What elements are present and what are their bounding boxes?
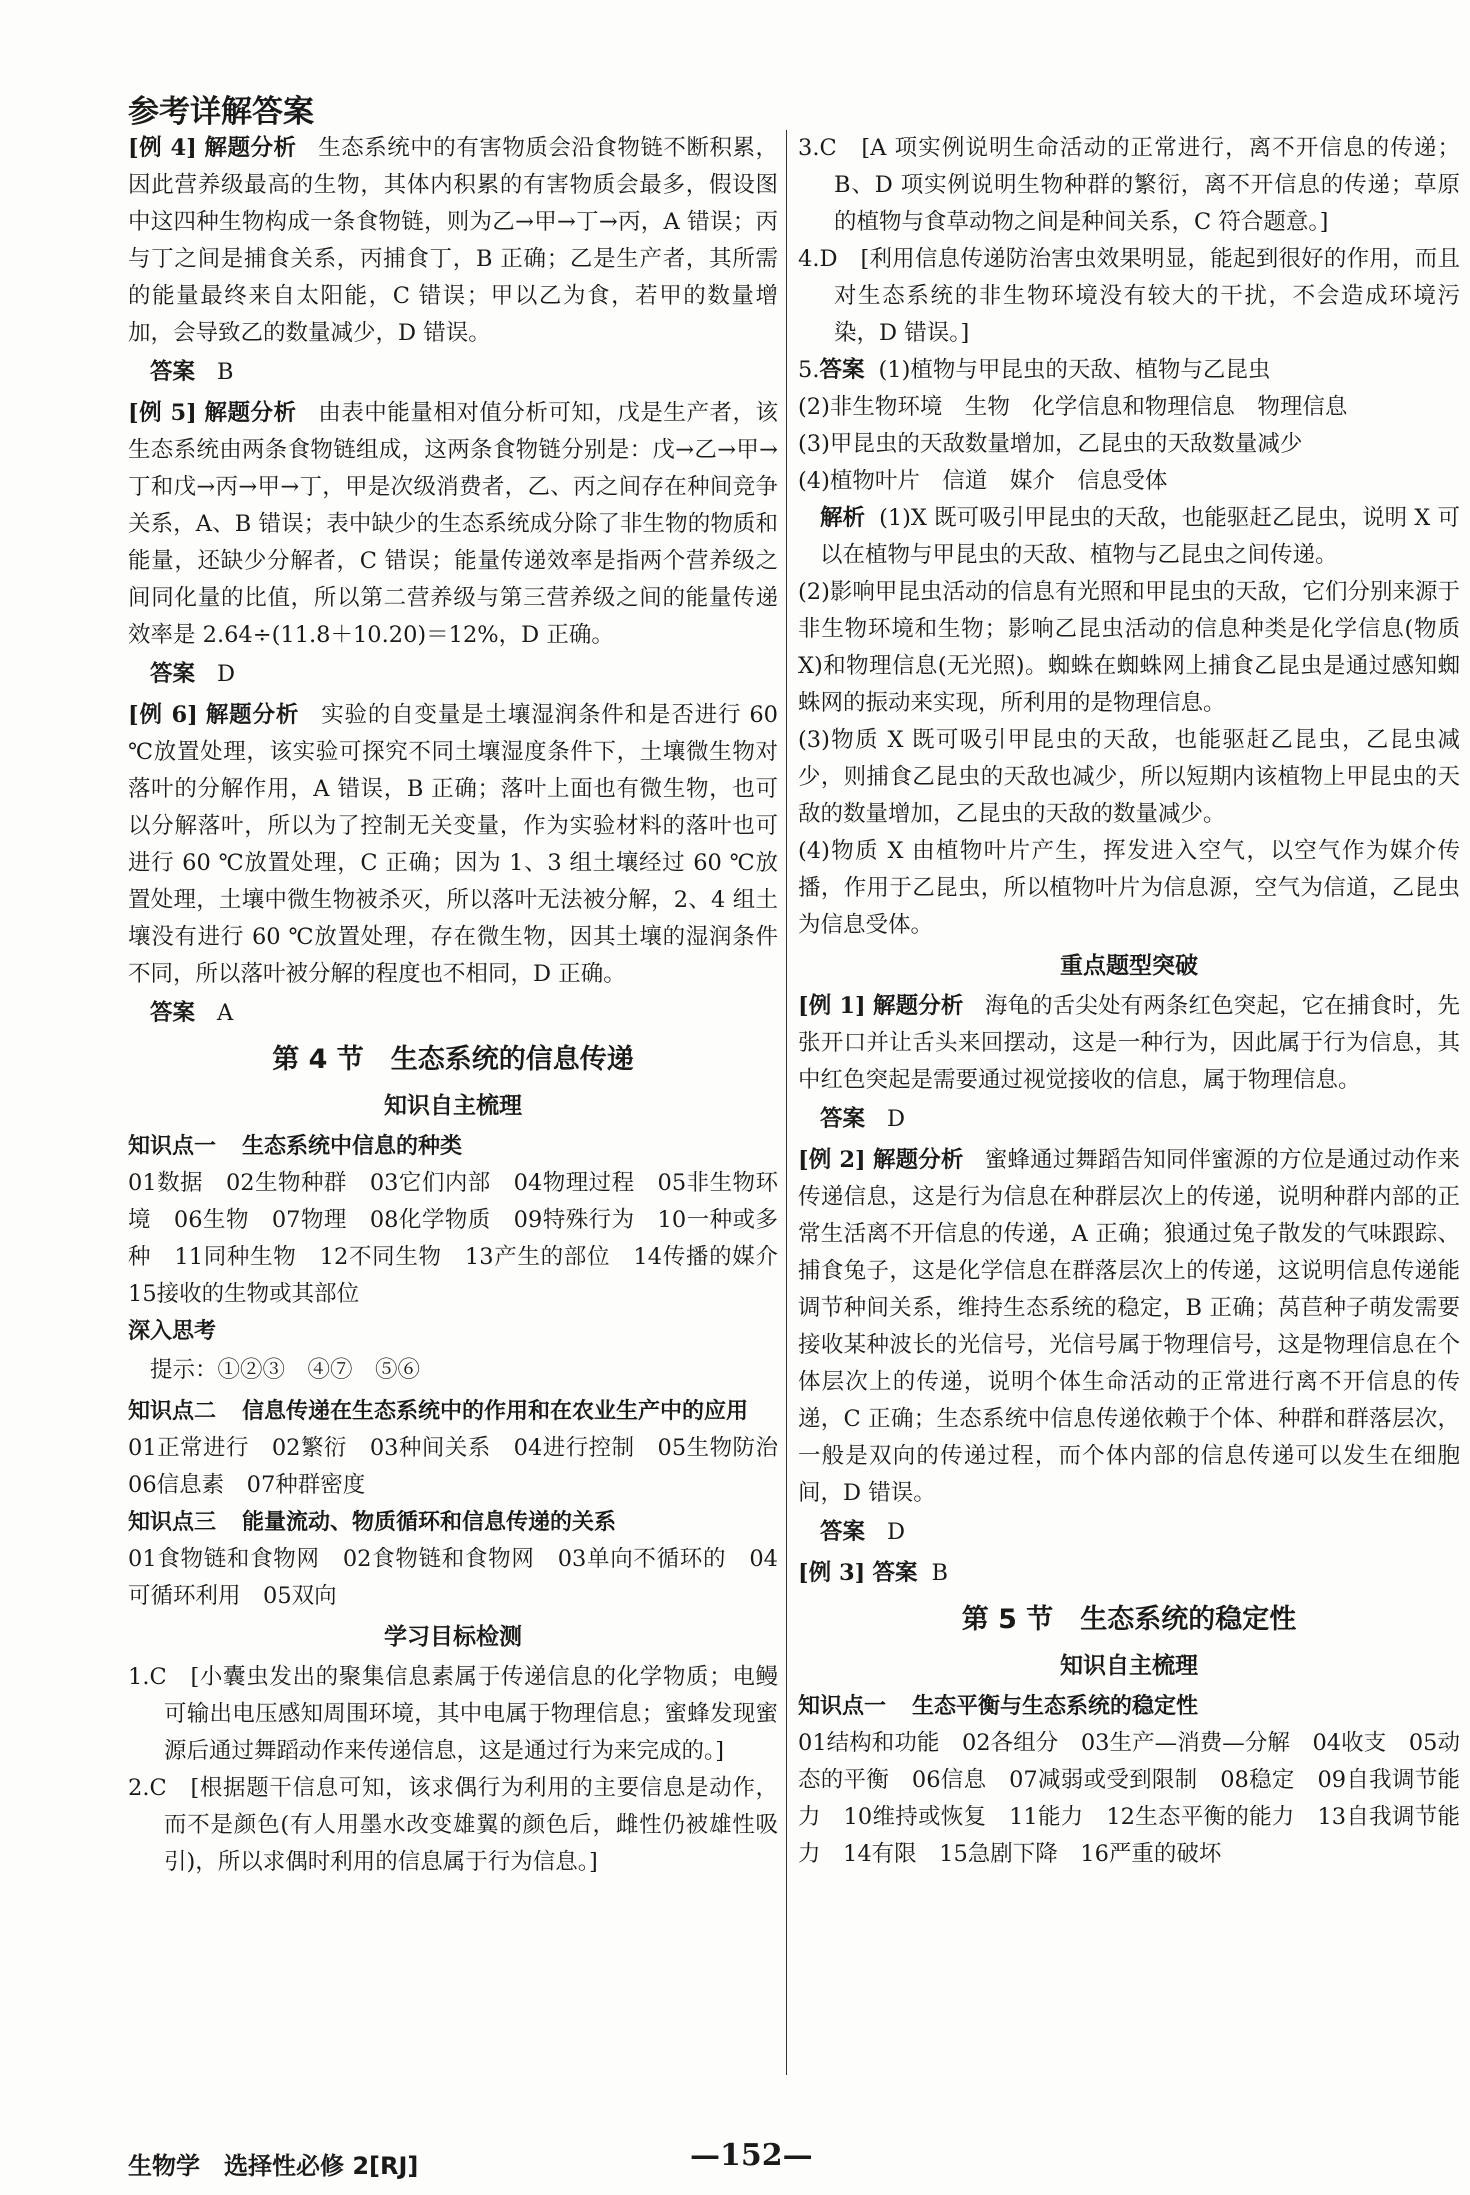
analysis-p4: (4)物质 X 由植物叶片产生，挥发进入空气，以空气作为媒介传播，作用于乙昆虫，所以植物叶片为信息源，空气为信道，乙昆虫为信息受体。 [798,838,1460,938]
answer-part: (3)甲昆虫的天敌数量增加，乙昆虫的天敌数量减少 [798,431,1303,457]
kp-label: 知识点一 [128,1134,217,1159]
analysis-label: 解题分析 [204,135,297,161]
kp1-items: 01数据 02生物种群 03它们内部 04物理过程 05非生物环境 06生物 07物理 08化学物质 09特殊行为 10一种或多种 11同种生物 12不同生物 13产生的部位 14传播的媒介 15接收的生物或其部位 [128,1170,801,1307]
knowledge-point-1 [128,1128,778,1165]
analysis-label: 解析 [820,505,866,531]
answer-value: D [887,1519,906,1545]
deep-thinking-heading: 深入思考 [128,1319,217,1344]
subsection-title: 重点题型突破 [1060,953,1198,979]
analysis-text: 生态系统中的有害物质会沿食物链不断积累，因此营养级最高的生物，其体内积累的有害物质会最多，假设图中这四种生物构成一条食物链，则为乙→甲→丁→丙，A 错误；丙与丁之间是捕食关系，丙捕食丁，B 正确；乙是生产者，其所需的能量最终来自太阳能，C 错误；甲以乙为食，若甲的数量增加，会导致乙的数量减少，D 错误。 [128,135,778,346]
analysis-p3: (3)物质 X 既可吸引甲昆虫的天敌，也能驱赶乙昆虫，乙昆虫减少，则捕食乙昆虫的天敌也减少，所以短期内该植物上甲昆虫的天敌的数量增加，乙昆虫的天敌的数量减少。 [798,727,1460,827]
analysis-label: 解题分析 [872,1147,964,1173]
page-header: 参考详解答案 [128,94,314,130]
kp-name: 信息传递在生态系统中的作用和在农业生产中的应用 [242,1399,749,1424]
analysis-p1 [798,500,1460,574]
example-5 [128,395,778,654]
analysis-label: 解题分析 [205,702,300,728]
knowledge-point-2 [128,1393,778,1430]
example-6 [128,697,778,993]
analysis-text: 蜜蜂通过舞蹈告知同伴蜜源的方位是通过动作来传递信息，这是行为信息在种群层次上的传递，说明种群内部的正常生活离不开信息的传递，A 正确；狼通过兔子散发的气味跟踪、捕食兔子，这是化学信息在群落层次上的传递，这说明信息传递能调节种间关系，维持生态系统的稳定，B 正确；莴苣种子萌发需要接收某种波长的光信号，光信号属于物理信号，这是物理信息在个体层次上的传递，说明个体生命活动的正常进行离不开信息的传递，C 正确；生态系统中信息传递依赖于个体、种群和群落层次，一般是双向的传递过程，而个体内部的信息传递可以发生在细胞间，D 错误。 [798,1147,1461,1506]
subsection-title: 学习目标检测 [384,1624,522,1650]
example-tag: [例 3] [798,1560,866,1586]
answer-line [128,656,778,693]
analysis-label: 解题分析 [204,400,297,426]
answer-value: D [217,661,236,687]
example-tag: [例 1] [798,993,866,1019]
column-divider [786,130,787,2075]
hint-line: 提示：①②③ ④⑦ ⑤⑥ [150,1357,421,1383]
key-example-2 [798,1142,1460,1512]
kp1-items: 01结构和功能 02各组分 03生产—消费—分解 04收支 05动态的平衡 06信息 07减弱或受到限制 08稳定 09自我调节能力 10维持或恢复 11能力 12生态平衡的能力 13自我调节能力 14有限 15急剧下降 16严重的破坏 [798,1730,1460,1867]
answer-label: 答案 [819,357,865,383]
example-tag: [例 4] [128,135,197,161]
subsection-title: 知识自主梳理 [384,1093,522,1119]
kp-name: 生态平衡与生态系统的稳定性 [912,1694,1199,1719]
kp-label: 知识点二 [128,1399,217,1424]
book-title: 生物学 选择性必修 2[RJ] [128,2152,419,2180]
answer-value: B [931,1560,948,1586]
subsection-title: 知识自主梳理 [1060,1653,1198,1679]
key-example-1 [798,988,1460,1099]
left-column [128,130,801,1881]
example-tag: [例 2] [798,1147,866,1173]
analysis-text: (1)X 既可吸引甲昆虫的天敌，也能驱赶乙昆虫，说明 X 可以在植物与甲昆虫的天敌、植物与乙昆虫之间传递。 [820,505,1460,568]
answer-label: 答案 [820,1106,866,1132]
answer-label: 答案 [872,1560,918,1586]
kp3-items: 01食物链和食物网 02食物链和食物网 03单向不循环的 04可循环利用 05双向 [128,1546,778,1609]
answer-part: (1)植物与甲昆虫的天敌、植物与乙昆虫 [878,357,1271,383]
knowledge-point-3 [128,1504,778,1541]
answer-value: B [217,359,234,385]
answer-label: 答案 [150,1000,196,1026]
analysis-p2: (2)影响甲昆虫活动的信息有光照和甲昆虫的天敌，它们分别来源于非生物环境和生物；影响乙昆虫活动的信息种类是化学信息(物质 X)和物理信息(无光照)。蜘蛛在蜘蛛网上捕食乙昆虫是通过感知蜘蛛网的振动来实现，所利用的是物理信息。 [798,579,1460,716]
key-example-3 [798,1555,1460,1592]
question-3: 3.C [A 项实例说明生命活动的正常进行，离不开信息的传递；B、D 项实例说明生物种群的繁衍，离不开信息的传递；草原的植物与食草动物之间是种间关系，C 符合题意。] [798,135,1460,235]
example-tag: [例 5] [128,400,197,426]
analysis-text: 实验的自变量是土壤湿润条件和是否进行 60 ℃放置处理，该实验可探究不同土壤湿度条件下，土壤微生物对落叶的分解作用，A 错误，B 正确；落叶上面也有微生物，也可以分解落叶，所以为了控制无关变量，作为实验材料的落叶也可进行 60 ℃放置处理，C 正确；因为 1、3 组土壤经过 60 ℃放置处理，土壤中微生物被杀灭，所以落叶无法被分解，2、4 组土壤没有进行 60 ℃放置处理，存在微生物，因其土壤的湿润条件不同，所以落叶被分解的程度也不相同，D 正确。 [128,702,778,987]
analysis-text: 由表中能量相对值分析可知，戊是生产者，该生态系统由两条食物链组成，这两条食物链分别是：戊→乙→甲→丁和戊→丙→甲→丁，甲是次级消费者，乙、丙之间存在种间竞争关系，A、B 错误；表中缺少的生态系统成分除了非生物的物质和能量，还缺少分解者，C 错误；能量传递效率是指两个营养级之间同化量的比值，所以第二营养级与第三营养级之间的能量传递效率是 2.64÷(11.8＋10.20)＝12%，D 正确。 [128,400,778,648]
answer-label: 答案 [820,1519,866,1545]
question-number: 5. [798,357,820,383]
analysis-text: 海龟的舌尖处有两条红色突起，它在捕食时，先张开口并让舌头来回摆动，这是一种行为，因此属于行为信息，其中红色突起是需要通过视觉接收的信息，属于物理信息。 [798,993,1461,1093]
analysis-label: 解题分析 [872,993,964,1019]
answer-line [798,1101,1460,1138]
question-1: 1.C [小囊虫发出的聚集信息素属于传递信息的化学物质；电鳗可输出电压感知周围环境，其中电属于物理信息；蜜蜂发现蜜源后通过舞蹈动作来传递信息，这是通过行为来完成的。] [128,1664,778,1764]
question-2: 2.C [根据题干信息可知，该求偶行为利用的主要信息是动作，而不是颜色(有人用墨水改变雄翼的颜色后，雌性仍被雄性吸引)，所以求偶时利用的信息属于行为信息。] [128,1775,778,1875]
knowledge-point-1 [798,1688,1460,1725]
question-4: 4.D [利用信息传递防治害虫效果明显，能起到很好的作用，而且对生态系统的非生物环境没有较大的干扰，不会造成环境污染，D 错误。] [798,246,1460,346]
kp-label: 知识点一 [798,1694,887,1719]
answer-label: 答案 [150,359,196,385]
kp-label: 知识点三 [128,1510,217,1535]
answer-part: (2)非生物环境 生物 化学信息和物理信息 物理信息 [798,394,1348,420]
answer-line [798,1514,1460,1551]
answer-part: (4)植物叶片 信道 媒介 信息受体 [798,468,1168,494]
kp2-items: 01正常进行 02繁衍 03种间关系 04进行控制 05生物防治 06信息素 07种群密度 [128,1435,801,1498]
answer-value: A [217,1000,234,1026]
example-tag: [例 6] [128,702,198,728]
right-column [798,130,1460,1873]
kp-name: 能量流动、物质循环和信息传递的关系 [242,1510,617,1535]
answer-line [128,354,778,391]
example-4 [128,130,778,352]
answer-line [128,995,778,1032]
page-number: —152— [690,2138,813,2173]
answer-label: 答案 [150,661,196,687]
kp-name: 生态系统中信息的种类 [242,1134,463,1159]
answer-value: D [887,1106,906,1132]
question-5 [798,352,1460,389]
section-title: 第 5 节 生态系统的稳定性 [961,1604,1297,1635]
section-title: 第 4 节 生态系统的信息传递 [272,1044,634,1075]
